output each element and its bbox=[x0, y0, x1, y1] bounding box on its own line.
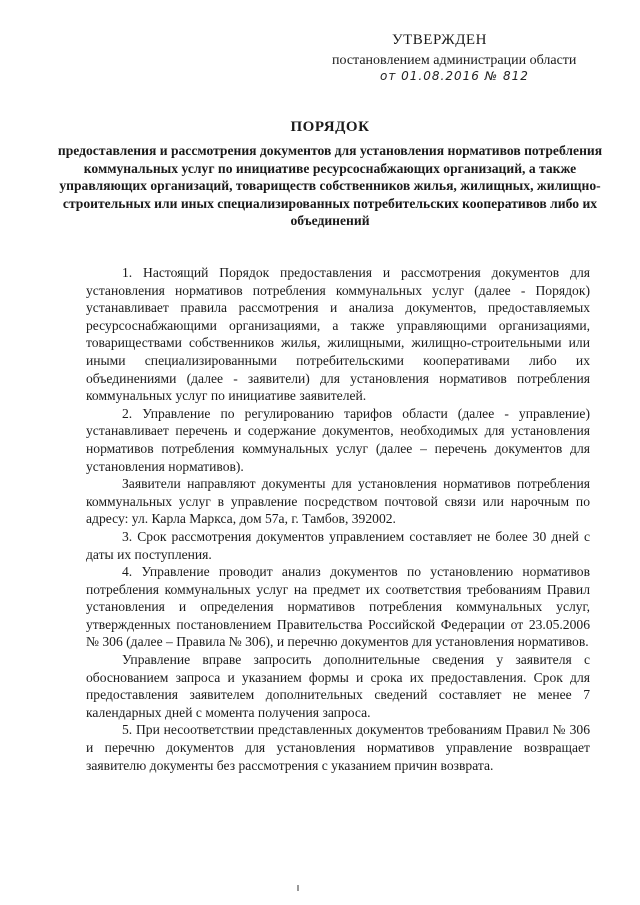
approved-heading: УТВЕРЖДЕН bbox=[392, 32, 487, 48]
paragraph-4-continued: Управление вправе запросить дополнительные сведения у заявителя с обоснованием запроса и указанием формы и срока их предоставления. Срок для предоставления заявителем дополнительных сведений составляет не менее 7 календарных дней с момента получения запроса. bbox=[86, 652, 590, 720]
paragraph-2: 2. Управление по регулированию тарифов области (далее - управление) устанавливает перечень и содержание документов, необходимых для установления нормативов потребления коммунальных услуг (далее – перечень документов для установления нормативов). bbox=[86, 405, 590, 474]
paragraph-2-continued: Заявители направляют документы для установления нормативов потребления коммунальных услуг в управление посредством почтовой связи или нарочным по адресу: ул. Карла Маркса, дом 57а, г. Тамбов, 392002. bbox=[86, 476, 590, 527]
handwritten-date-number: от 01.08.2016 № 812 bbox=[380, 69, 529, 83]
scan-mark bbox=[297, 885, 299, 891]
paragraph-1: 1. Настоящий Порядок предоставления и рассмотрения документов для установления нормативов потребления коммунальных услуг (далее - Порядок) устанавливает правила рассмотрения и анализа документов, предоставляемых ресурсоснабжающими организациями, а также управляющими организациями, товариществами собственников жилья, жилищными, жилищно-строительными или иными специализированными потребительскими кооперативами либо их объединениями (далее - заявители) для установления нормативов потребления коммунальных услуг по инициативе заявителей. bbox=[86, 265, 590, 404]
document-body bbox=[86, 264, 590, 774]
document-subtitle: предоставления и рассмотрения документов для установления нормативов потребления коммунальных услуг по инициативе ресурсоснабжающих организаций, а также управляющих организаций, товариществ собственников жилья, жилищных, жилищно-строительных или иных специализированных потребительских кооперативов либо их объединений bbox=[57, 143, 603, 228]
approval-stamp bbox=[330, 30, 610, 83]
paragraph-4: 4. Управление проводит анализ документов по установлению нормативов потребления коммунальных услуг на предмет их соответствия требованиям Правил установления и определения нормативов потребления коммунальных услуг, утвержденных постановлением Правительства Российской Федерации от 23.05.2006 № 306 (далее – Правила № 306), и перечню документов для установления нормативов. bbox=[86, 564, 590, 650]
decree-line: постановлением администрации области bbox=[332, 53, 577, 68]
paragraph-3: 3. Срок рассмотрения документов управлением составляет не более 30 дней с даты их поступления. bbox=[86, 528, 590, 562]
document-title: ПОРЯДОК bbox=[290, 119, 370, 135]
paragraph-5: 5. При несоответствии представленных документов требованиям Правил № 306 и перечню документов для установления нормативов управление возвращает заявителю документы без рассмотрения с указанием причин возврата. bbox=[86, 722, 590, 773]
document-title-block bbox=[56, 118, 604, 230]
